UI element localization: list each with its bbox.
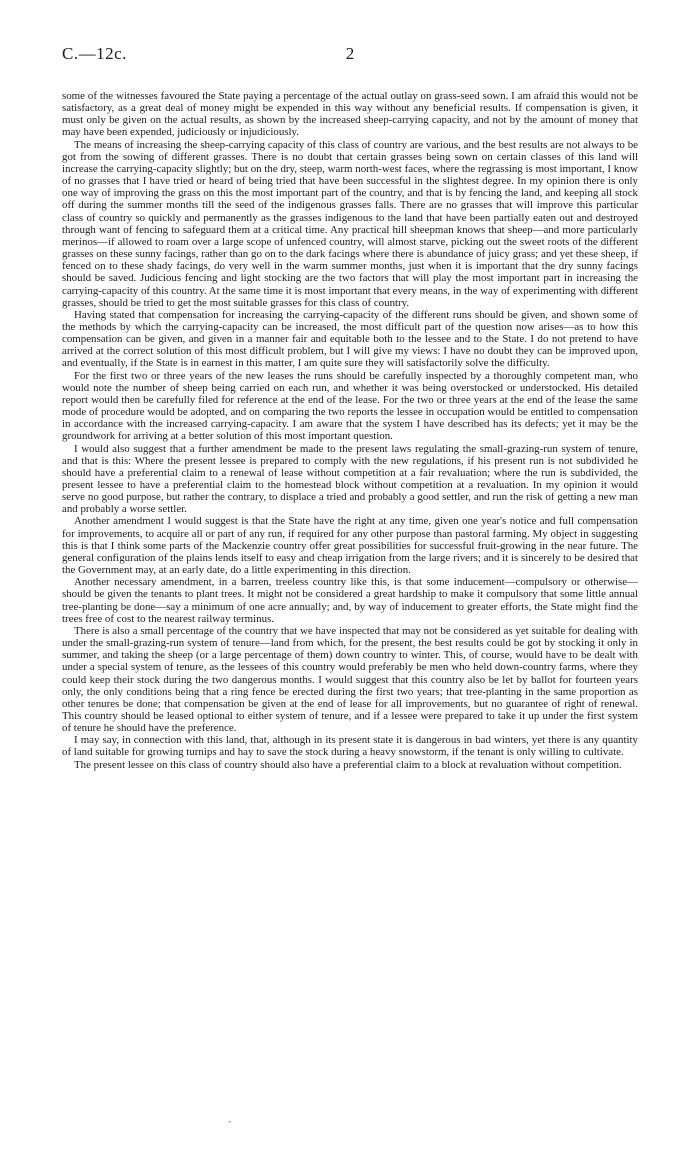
paragraph-preferential-claim: The present lessee on this class of country should also have a preferential claim to a block at revaluation without competition. xyxy=(74,758,622,771)
paragraph-inspection: For the first two or three years of the new leases the runs should be carefully inspected by a thoroughly competent man, who would note the number of sheep being carried on each run, and whether it was being overstocked or understocked. His detailed report would then be carefully filed for reference at the end of the lease. For the two or three years at the end of the lease the same mode of procedure would be adopted, and on comparing the two reports the lessee in occupation would be entitled to compensation in accordance with the increased carrying-capacity. I am aware that the system I have described has its defects; yet it may be the groundwork for arriving at a better solution of this most important question. xyxy=(62,369,638,443)
paragraph-winter-land: I may say, in connection with this land, that, although in its present state it is dangerous in bad winters, yet there is any quantity of land suitable for growing turnips and hay to save the stock during a heavy snowstorm, if the tenant is only willing to cultivate. xyxy=(62,734,638,759)
page-number: 2 xyxy=(345,44,355,63)
paragraph-amendment-trees: Another necessary amendment, in a barren, treeless country like this, is that some inducement—compulsory or otherwise—should be given the tenants to plant trees. It might not be considered a great hardship to make it compulsory that some little annual tree-planting be done—say a minimum of one acre annually; and, by way of inducement to greater efforts, the State might find the trees free of cost to the nearest railway terminus. xyxy=(62,576,638,625)
paragraph-amendment-acquisition: Another amendment I would suggest is that the State have the right at any time, given one year's notice and full compensation for improvements, to acquire all or part of any run, if required for any other purpose than pastoral farming. My object in suggesting this is that I think some parts of the Mackenzie country offer great possibilities for successful fruit-growing in the near future. The general configuration of the plains lends itself to easy and cheap irrigation from the large rivers; and it is sincerely to be desired that the Government may, at an early date, do a little experimenting in this direction. xyxy=(62,515,638,577)
document-reference: C.—12c. xyxy=(62,44,127,63)
paragraph-continuation: some of the witnesses favoured the State paying a percentage of the actual outlay on grass-seed sown. I am afraid this would not be satisfactory, as a great deal of money might be expended in this way without any beneficial results. If compensation is given, it must only be given on the actual results, as shown by the increased sheep-carrying capacity, and not by the amount of money that may have been expended, judiciously or injudiciously. xyxy=(62,90,638,139)
paragraph-compensation-method: Having stated that compensation for increasing the carrying-capacity of the different runs should be given, and shown some of the methods by which the carrying-capacity can be increased, the most difficult part of the question now arises—as to how this compensation can be given, and given in a manner fair and equitable both to the lessee and to the State. I do not pretend to have arrived at the correct solution of this most difficult problem, but I will give my views: I have no doubt they can be improved upon, and eventually, if the State is in earnest in this matter, I am quite sure they will satisfactorily solve the difficulty. xyxy=(62,308,638,370)
paragraph-amendment-tenure: I would also suggest that a further amendment be made to the present laws regulating the small-grazing-run system of tenure, and that is this: Where the present lessee is prepared to comply with the new regulations, if his present run is not subdivided he should have a preferential claim to a renewal of lease without competition at a fair revaluation; where the run is subdivided, the present lessee to have a preferential claim to the homestead block without competition at a revaluation. In my opinion it would serve no good purpose, but rather the contrary, to displace a tried and probably a good settler, and run the risk of getting a new man and probably a worse settler. xyxy=(62,442,638,516)
document-body xyxy=(62,90,638,771)
paragraph-summer-country: There is also a small percentage of the country that we have inspected that may not be considered as yet suitable for dealing with under the small-grazing-run system of tenure—land from which, for the present, the best results could be got by stocking it only in summer, and taking the sheep (or a large percentage of them) down country to winter. This, of course, would have to be dealt with under a special system of tenure, as the lessees of this country would preferably be men who held down-country farms, where they could keep their stock during the two dangerous months. I would suggest that this country also be let by ballot for fourteen years only, the only conditions being that a ring fence be erected during the first two years; that tree-planting in the same proportion as other tenures be done; that compensation be given at the end of lease for all improvements, but no guarantee of right of renewal. This country should be leased optional to either system of tenure, and if a lessee were prepared to take it up under the first system of tenure he should have the preference. xyxy=(62,624,638,735)
paragraph-means-of-increasing: The means of increasing the sheep-carrying capacity of this class of country are various, and the best results are not always to be got from the sowing of different grasses. There is no doubt that certain grasses being sown on certain classes of this land will increase the carrying-capacity slightly; but on the dry, steep, warm north-west faces, where the regrassing is most important, I know of no grasses that I have tried or heard of being tried that have been successful in the slightest degree. In my opinion there is only one way of improving the grass on this the most important part of the country, and that is by fencing the land, and keeping all stock off during the summer months till the seed of the indigenous grasses falls. There are no grasses that will improve this particular class of country so quickly and permanently as the grasses indigenous to the land that have been partially eaten out and destroyed through want of fencing to safeguard them at a critical time. Any practical hill sheepman knows that sheep—and more particularly merinos—if allowed to roam over a large scope of unfenced country, will almost starve, picking out the sweet roots of the different grasses on these sunny facings, rather than go on to the dark facings where there is abundance of juicy grass; and yet these sheep, if fenced on to these shady facings, do very well in the warm summer months, just when it is important that the dry sunny facings should be saved. Judicious fencing and light stocking are the two factors that will play the most important part in increasing the carrying-capacity of this country. At the same time it is most important that every means, in the way of experimenting with different grasses, should be tried to get the most suitable grasses for this class of country. xyxy=(62,138,638,309)
footer-mark: - xyxy=(228,1116,231,1126)
page-header xyxy=(62,44,638,68)
